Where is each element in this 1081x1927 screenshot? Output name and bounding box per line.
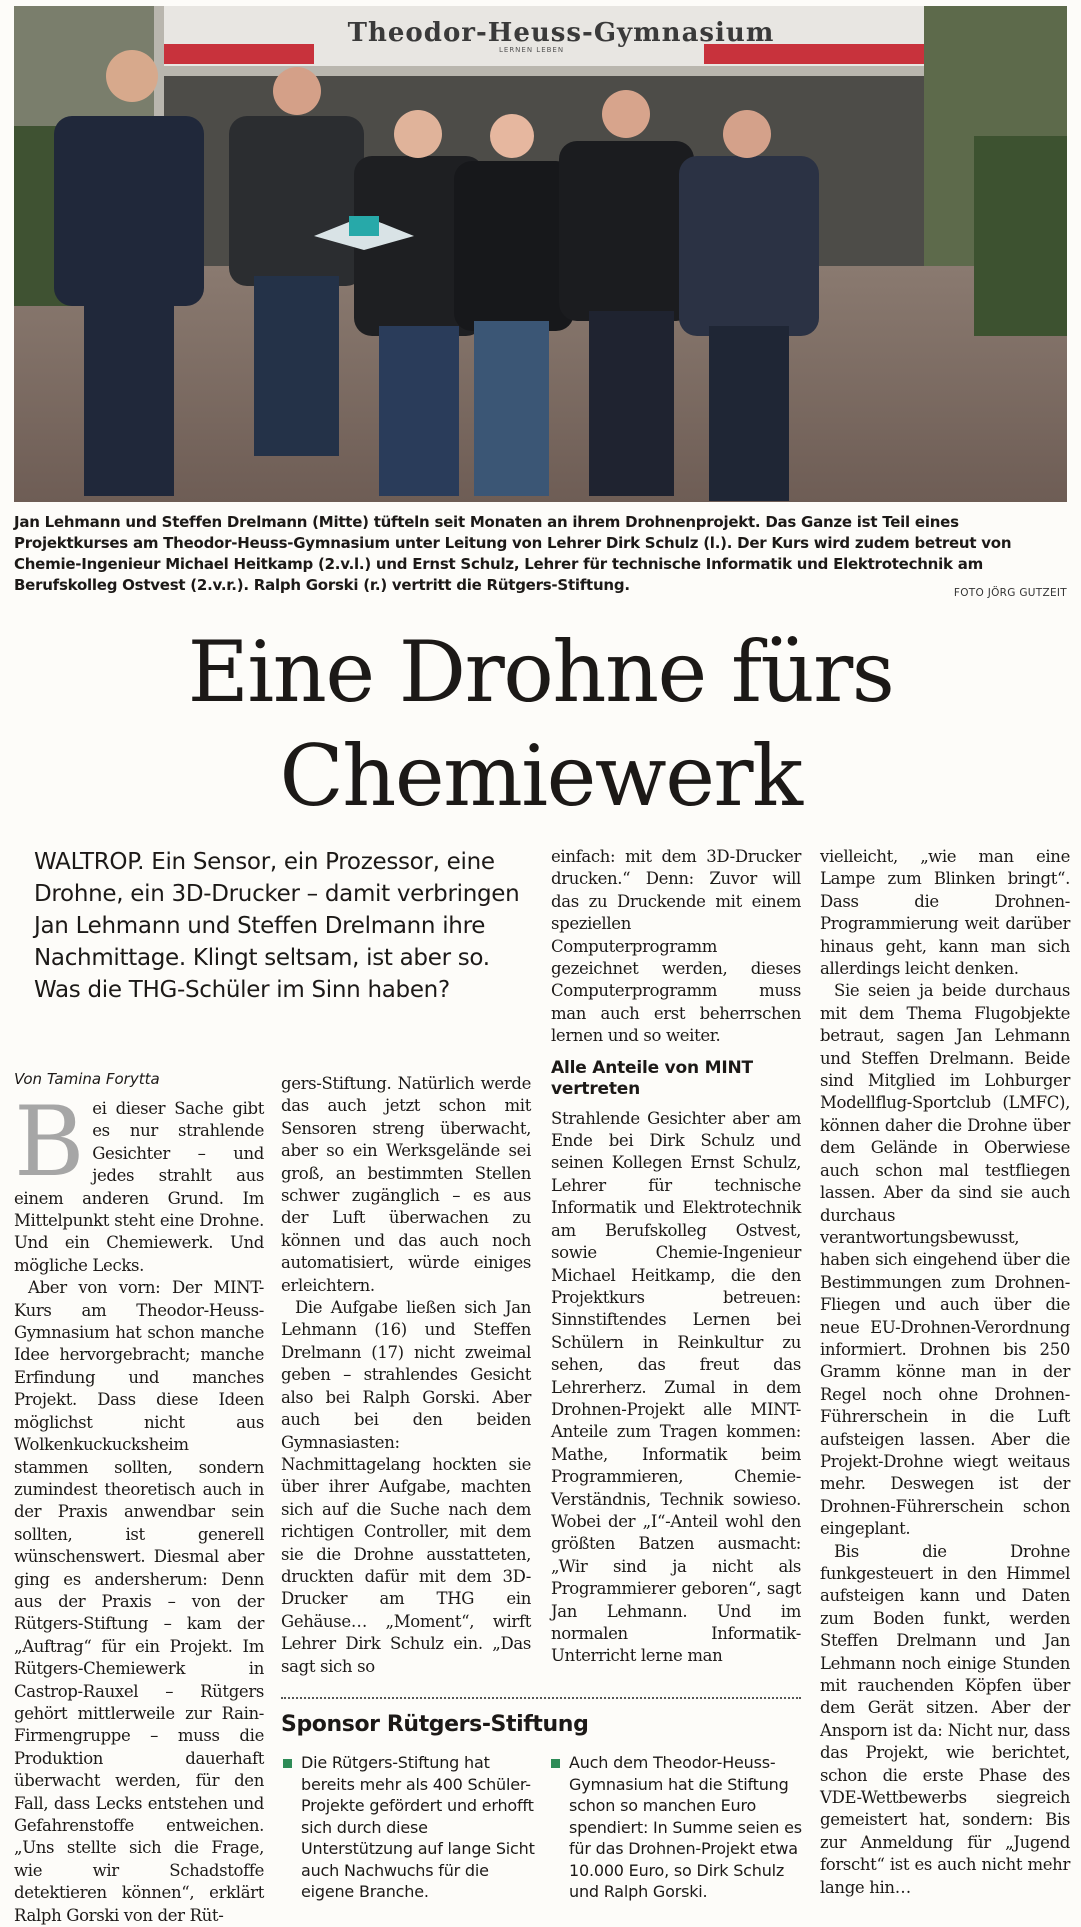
article-column-3 (551, 846, 801, 1668)
bullet-square-icon (283, 1759, 292, 1768)
bullet-square-icon (551, 1759, 560, 1768)
byline: Von Tamina Forytta (14, 1070, 160, 1088)
school-sign-subtitle: LERNEN LEBEN (499, 46, 565, 54)
group-photo (14, 6, 1067, 502)
paragraph: Sie seien ja beide durchaus mit dem Thema Flugobjekte betraut, sagen Jan Lehmann und Steffen Drelmann. Beide sind Mitglied im Lohburger Modellflug-Sportclub (LMFC), können daher die Drohne über dem Gelände in Oberwiese auch schon mal testfliegen lassen. Aber da sind sie auch durchaus verantwortungsbewusst, haben sich eingehend über die Bestimmungen zum Drohnen-Fliegen und auch über die neue EU-Drohnen-Verordnung informiert. Drohnen bis 250 Gramm könne man in der Regel noch ohne Drohnen-Führerschein in die Luft aufsteigen lassen. Aber die Projekt-Drohne wiegt weitaus mehr. Deswegen ist der Drohnen-Führerschein schon eingeplant. (820, 981, 1070, 1539)
sponsor-box-item (301, 1752, 541, 1903)
dropcap: B (14, 1086, 85, 1198)
sponsor-box-item (569, 1752, 809, 1903)
photo-illustration (14, 6, 1067, 502)
lead-paragraph: WALTROP. Ein Sensor, ein Prozessor, eine Drohne, ein 3D-Drucker – damit verbringen Jan Lehmann und Steffen Drelmann ihre Nachmittage. Klingt seltsam, ist aber so. Was die THG-Schüler im Sinn haben? (34, 849, 520, 1003)
sponsor-box-divider (281, 1697, 801, 1699)
paragraph: einfach: mit dem 3D-Drucker drucken.“ Denn: Zuvor will das zu Druckende mit einem speziellen Computerprogramm gezeichnet werden, dieses Computerprogramm muss man auch erst beherrschen lernen und so weiter. (551, 847, 801, 1046)
paragraph: Strahlende Gesichter aber am Ende bei Dirk Schulz und seinen Kollegen Ernst Schulz, Lehrer für technische Informatik und Elektrotechnik am Berufskolleg Ostvest, sowie Chemie-Ingenieur Michael Heitkamp, die den Projektkurs betreuen: Sinnstiftendes Lernen bei Schülern in Reinkultur zu sehen, das freut das Lehrerherz. Zumal in dem Drohnen-Projekt alle MINT-Anteile zum Tragen kommen: Mathe, Informatik beim Programmieren, Chemie-Verständnis, Technik sowieso. Wobei der „I“-Anteil wohl den größten Batzen ausmacht: „Wir sind ja nicht als Programmierer geboren“, sagt Jan Lehmann. Und im normalen Informatik-Unterricht lerne man (551, 1108, 801, 1666)
paragraph: Bis die Drohne funkgesteuert in den Himmel aufsteigen kann und Daten zum Boden funkt, werden Steffen Drelmann und Jan Lehmann noch einige Stunden mit rauchenden Köpfen über dem Gerät sitzen. Aber der Ansporn ist da: Nicht nur, dass das Projekt, wie berichtet, schon die erste Phase des VDE-Wettbewerbs siegreich gemeistert hat, sondern: Bis zur Anmeldung für „Jugend forscht“ ist es auch nicht mehr lange hin… (820, 1541, 1070, 1897)
school-sign: Theodor-Heuss-Gymnasium (347, 18, 775, 48)
sponsor-box-item-text: Die Rütgers-Stiftung hat bereits mehr als 400 Schüler-Projekte gefördert und erhofft sich durch diese Unterstützung auf lange Sicht auch Nachwuchs für die eigene Branche. (301, 1753, 535, 1901)
article-column-2 (281, 1073, 531, 1678)
paragraph-text: ei dieser Sache gibt es nur strahlende Gesichter – und jedes strahlt aus einem anderen Grund. Im Mittelpunkt steht eine Drohne. Und ein Chemiewerk. Und mögliche Lecks. (14, 1099, 264, 1275)
photo-credit: FOTO JÖRG GUTZEIT (953, 587, 1067, 599)
sponsor-box-item-text: Auch dem Theodor-Heuss-Gymnasium hat die Stiftung schon so manchen Euro spendiert: In Summe seien es für das Drohnen-Projekt etwa 10.000 Euro, so Dirk Schulz und Ralph Gorski. (569, 1753, 802, 1901)
paragraph: gers-Stiftung. Natürlich werde das auch jetzt schon mit Sensoren streng überwacht, aber so ein Werksgelände sei groß, an bestimmten Stellen schwer zugänglich – es aus der Luft überwachen zu können und das auch noch automatisiert, würde einiges erleichtern. (281, 1074, 531, 1295)
sponsor-box-title: Sponsor Rütgers-Stiftung (281, 1712, 589, 1737)
paragraph: Aber von vorn: Der MINT-Kurs am Theodor-Heuss-Gymnasium hat schon manche Idee hervorgebracht; manche Erfindung und manches Projekt. Dass diese Ideen möglichst nicht aus Wolkenkuckucksheim stammen sollten, sondern zumindest theoretisch auch in der Praxis anwendbar sein sollten, ist generell wünschenswert. Diesmal aber ging es andersherum: Denn aus der Praxis – von der Rütgers-Stiftung – kam der „Auftrag“ für ein Projekt. Im Rütgers-Chemiewerk in Castrop-Rauxel – Rütgers gehört mittlerweile zur Rain-Firmengruppe – muss die Produktion dauerhaft überwacht werden, für den Fall, dass Lecks entstehen und Gefahrenstoffe entweichen. „Uns stellte sich die Frage, wie wir Schadstoffe detektieren können“, erklärt Ralph Gorski von der Rüt- (14, 1278, 264, 1925)
subheading: Alle Anteile von MINT vertreten (551, 1057, 753, 1099)
article-column-1 (14, 1086, 264, 1927)
article-column-4 (820, 846, 1070, 1899)
headline-line-2: Chemiewerk (279, 727, 802, 825)
headline-line-1: Eine Drohne fürs (187, 623, 894, 721)
headline (0, 620, 1081, 828)
photo-caption: Jan Lehmann und Steffen Drelmann (Mitte) tüfteln seit Monaten an ihrem Drohnenprojekt. Das Ganze ist Teil eines Projektkurses am Theodor-Heuss-Gymnasium unter Leitung von Lehrer Dirk Schulz (l.). Der Kurs wird zudem betreut von Chemie-Ingenieur Michael Heitkamp (2.v.l.) und Ernst Schulz, Lehrer für technische Informatik und Elektrotechnik am Berufskolleg Ostvest (2.v.r.). Ralph Gorski (r.) vertritt die Rütgers-Stiftung. (14, 513, 1012, 594)
paragraph (14, 1086, 264, 1277)
paragraph: Die Aufgabe ließen sich Jan Lehmann (16) und Steffen Drelmann (17) nicht zweimal geben – strahlendes Gesicht also bei Ralph Gorski. Aber auch bei den beiden Gymnasiasten: Nachmittagelang hockten sie über ihrer Aufgabe, machten sich auf die Suche nach dem richtigen Controller, mit dem sie die Drohne ausstatteten, druckten dafür mit dem 3D-Drucker am THG ein Gehäuse… „Moment“, wirft Lehrer Dirk Schulz ein. „Das sagt sich so (281, 1298, 531, 1676)
paragraph: vielleicht, „wie man eine Lampe zum Blinken bringt“. Dass die Drohnen-Programmierung weit darüber hinaus geht, kann man sich allerdings leicht denken. (820, 847, 1070, 979)
